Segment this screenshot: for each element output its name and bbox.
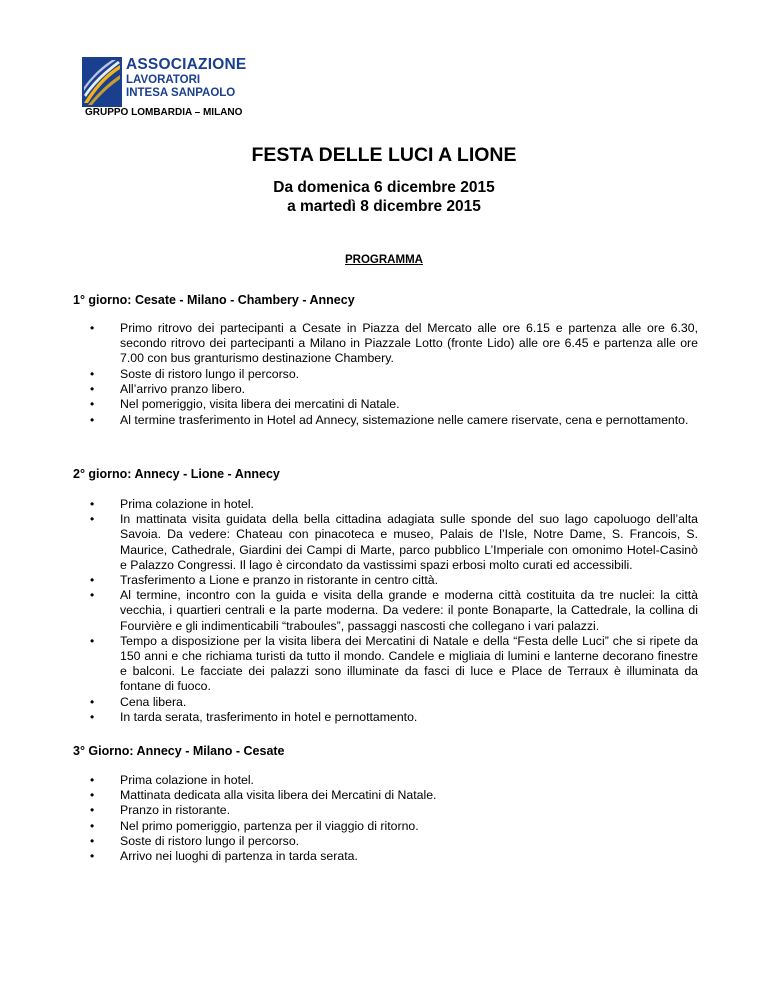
bullet-icon: • — [90, 573, 95, 588]
list-item: • Pranzo in ristorante. — [90, 803, 231, 818]
logo-line3: INTESA SANPAOLO — [126, 87, 236, 99]
list-item: • Al termine, incontro con la guida e visita della grande e moderna città costituita da tre nuclei: la città vecchia, i quartieri centrali e la parte moderna. Da vedere: il ponte Bonaparte, la Cattedrale, la collina di Fourvière e gli indimenticabili “traboules”, passaggi nascosti che collegano i vari palazzi. — [90, 588, 698, 633]
bullet-icon: • — [90, 381, 95, 396]
list-item: • Primo ritrovo dei partecipanti a Cesate in Piazza del Mercato alle ore 6.15 e partenza alle ore 6.30, secondo ritrovo dei partecipanti a Milano in Piazzale Lotto (fronte Lido) alle ore 6.45 e partenza alle ore 7.00 con bus granturismo destinazione Chambery. — [90, 321, 698, 366]
document-title: FESTA DELLE LUCI A LIONE — [251, 144, 517, 166]
day3-title: 3° Giorno: Annecy - Milano - Cesate — [73, 744, 285, 758]
day3-list — [73, 773, 698, 864]
bullet-icon: • — [90, 833, 95, 848]
bullet-icon: • — [90, 818, 95, 833]
bullet-icon: • — [90, 497, 95, 511]
logo-line2: LAVORATORI — [126, 73, 201, 86]
bullet-icon: • — [90, 803, 95, 818]
day2-title: 2° giorno: Annecy - Lione - Annecy — [73, 467, 280, 481]
list-item: • Cena libera. — [90, 694, 187, 709]
list-item: • Soste di ristoro lungo il percorso. — [90, 833, 300, 848]
list-item: • Soste di ristoro lungo il percorso. — [90, 366, 300, 381]
list-item: • Al termine trasferimento in Hotel ad Annecy, sistemazione nelle camere riservate, cena e pernottamento. — [73, 410, 698, 430]
bullet-icon: • — [90, 709, 95, 724]
list-item: • Arrivo nei luoghi di partenza in tarda serata. — [90, 849, 358, 864]
bullet-icon: • — [90, 397, 95, 412]
day1-title: 1° giorno: Cesate - Milano - Chambery - Annecy — [73, 293, 355, 307]
bullet-icon: • — [90, 633, 95, 648]
document-subtitle — [0, 178, 768, 216]
list-item: • In mattinata visita guidata della bella cittadina adagiata sulle sponde del suo lago capoluogo dell’alta Savoia. Da vedere: Chateau con pinacoteca e museo, Palais de l’Isle, Notre Dame, S. Francois, S. Maurice, Cathedrale, Giardini dei Campi di Marte, parco pubblico L’Imperiale con omonimo Hotel-Casinò e Palazzo Congressi. Il lago è circondato da vastissimi spazi erbosi molto curati ed accessibili. — [90, 512, 698, 572]
bullet-icon: • — [90, 694, 95, 709]
list-item: • In tarda serata, trasferimento in hotel e pernottamento. — [90, 709, 418, 724]
programma-heading: PROGRAMMA — [345, 254, 423, 266]
list-item: • Prima colazione in hotel. — [90, 773, 254, 787]
bullet-icon: • — [90, 413, 95, 428]
logo-emblem-icon — [82, 57, 122, 107]
list-item: • All’arrivo pranzo libero. — [90, 381, 246, 396]
list-item: • Prima colazione in hotel. — [90, 497, 254, 511]
list-item: • Tempo a disposizione per la visita libera dei Mercatini di Natale e della “Festa delle Luci” che si ripete da 150 anni e che richiama turisti da tutto il mondo. Candele e migliaia di lumini e lanterne decorano finestre e balconi. Le facciate dei palazzi sono illuminate da fasci di luce e Place de Terraux è illuminata da fontane di fuoco. — [90, 633, 698, 694]
bullet-icon: • — [90, 849, 95, 864]
subtitle-line1: Da domenica 6 dicembre 2015 — [273, 179, 495, 196]
bullet-icon: • — [90, 773, 95, 787]
list-item: • Nel primo pomeriggio, partenza per il viaggio di ritorno. — [90, 818, 419, 833]
bullet-icon: • — [90, 512, 95, 527]
list-item: • Mattinata dedicata alla visita libera dei Mercatini di Natale. — [90, 788, 437, 803]
logo-line1: ASSOCIAZIONE — [126, 56, 247, 73]
bullet-icon: • — [90, 321, 95, 335]
day2-list — [73, 497, 698, 725]
day1-list — [73, 321, 698, 430]
bullet-icon: • — [90, 788, 95, 803]
group-label: GRUPPO LOMBARDIA – MILANO — [85, 107, 243, 118]
bullet-icon: • — [90, 366, 95, 381]
list-item: • Nel pomeriggio, visita libera dei mercatini di Natale. — [90, 397, 400, 412]
subtitle-line2: a martedì 8 dicembre 2015 — [287, 198, 481, 215]
bullet-icon: • — [90, 588, 95, 603]
list-item: • Trasferimento a Lione e pranzo in ristorante in centro città. — [90, 573, 439, 588]
association-logo — [82, 57, 272, 107]
